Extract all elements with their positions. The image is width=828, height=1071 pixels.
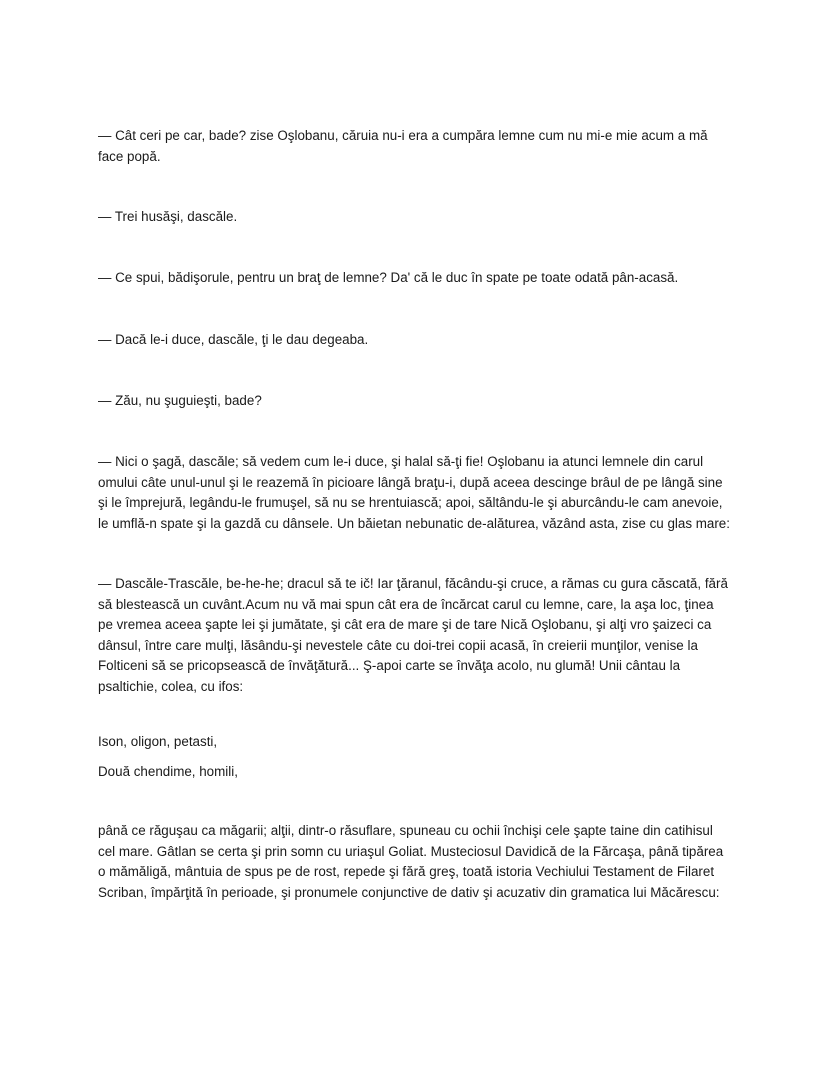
paragraph-2: — Trei husăşi, dascăle. xyxy=(98,209,238,224)
verse-line-1: Ison, oligon, petasti, xyxy=(98,734,218,749)
paragraph-5: — Zău, nu şuguieşti, bade? xyxy=(98,393,262,408)
paragraph-1: — Cât ceri pe car, bade? zise Oşlobanu, căruia nu-i era a cumpăra lemne cum nu mi-e mie acum a mă face popă. xyxy=(98,128,708,164)
verse-line-2: Două chendime, homili, xyxy=(98,764,238,779)
paragraph-10: până ce răguşau ca măgarii; alţii, dintr-o răsuflare, spuneau cu ochii închişi cele şapte taine din catihisul cel mare. Gâtlan se certa şi prin somn cu uriaşul Goliat. Musteciosul Davidică de la Fărcaşa, până tipărea o mămăligă, mântuia de spus pe de rost, repede şi fără greş, toată istoria Vechiului Testament de Filaret Scriban, împărţită în perioade, şi pronumele conjunctive de dativ şi acuzativ din gramatica lui Măcărescu: xyxy=(98,823,724,900)
paragraph-4: — Dacă le-i duce, dascăle, ţi le dau degeaba. xyxy=(98,332,369,347)
paragraph-3: — Ce spui, bădişorule, pentru un braţ de lemne? Da' că le duc în spate pe toate odată pân-acasă. xyxy=(98,270,679,285)
paragraph-7: — Dascăle-Trascăle, be-he-he; dracul să te ič! Iar ţăranul, făcându-şi cruce, a rămas cu gura căscată, fără să blestească un cuvânt.Acum nu vă mai spun cât era de încărcat carul cu lemne, care, la aşa loc, ţinea pe vremea aceea şapte lei şi jumătate, şi cât era de mare şi de tare Nică Oşlobanu, şi alţi vro şaizeci ca dânsul, între care mulţi, lăsându-şi nevestele câte cu doi-trei copii acasă, în creierii munţilor, venise la Folticeni să se pricopsească de învăţătură... Ş-apoi carte se învăţa acolo, nu glumă! Unii cântau la psaltichie, colea, cu ifos: xyxy=(98,576,728,694)
paragraph-6: — Nici o şagă, dascăle; să vedem cum le-i duce, şi halal să-ţi fie! Oşlobanu ia atunci lemnele din carul omului câte unul-unul şi le reazemă în picioare lângă braţu-i, după aceea descinge brâul de pe lângă sine şi le împrejură, legându-le frumuşel, să nu se hrentuiască; apoi, săltându-le şi aburcându-le cam anevoie, le umflă-n spate şi la gazdă cu dânsele. Un băietan nebunatic de-alăturea, văzând asta, zise cu glas mare: xyxy=(98,454,730,531)
